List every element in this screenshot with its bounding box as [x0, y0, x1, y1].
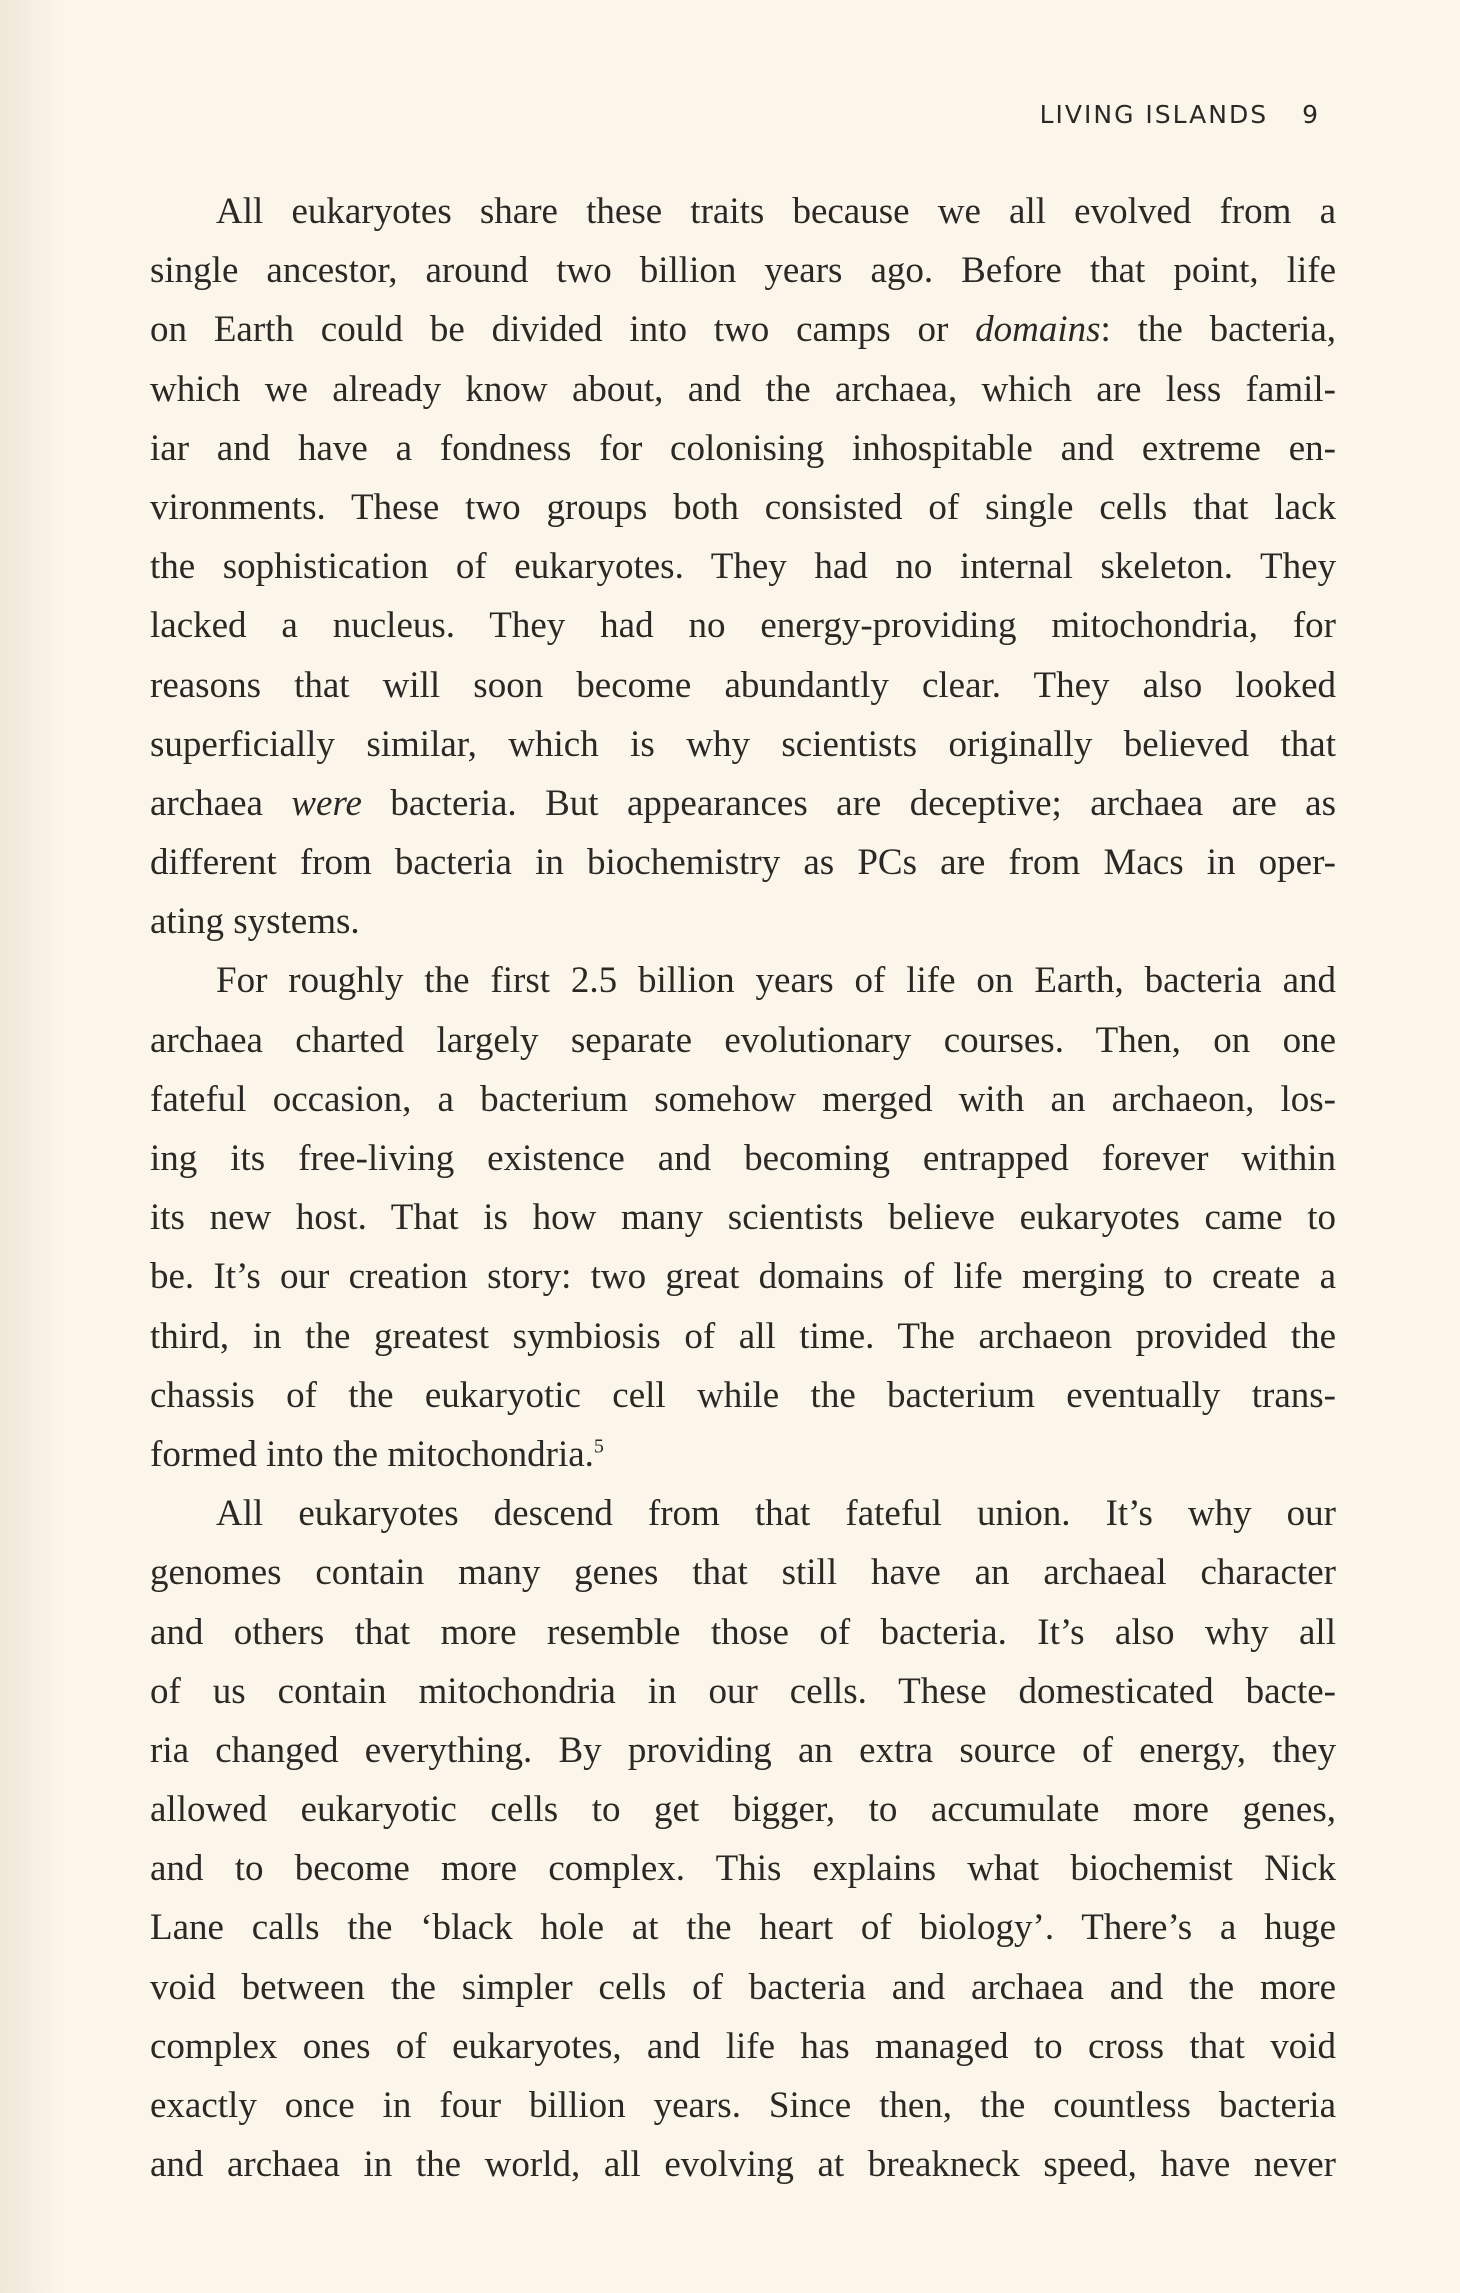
text-line [150, 1603, 1336, 1662]
text-line-content [150, 715, 1336, 774]
text-segment: ria changed everything. By providing an extra source of energy, they [150, 1729, 1336, 1771]
text-line-content [216, 1484, 1336, 1543]
text-line-content [150, 537, 1336, 596]
text-segment: genomes contain many genes that still have an archaeal character [150, 1552, 1336, 1594]
text-segment: and archaea in the world, all evolving at breakneck speed, have never [150, 2144, 1336, 2186]
text-line-content [150, 1721, 1336, 1780]
text-line [150, 1188, 1336, 1247]
text-line-content [150, 1366, 1336, 1425]
text-line [150, 1247, 1336, 1306]
text-segment: ing its free-living existence and becoming entrapped forever within [150, 1138, 1336, 1179]
text-segment: the sophistication of eukaryotes. They had no internal skeleton. They [150, 546, 1336, 588]
text-segment: exactly once in four billion years. Since then, the countless bacteria [150, 2085, 1336, 2126]
scan-gutter-shadow [0, 0, 60, 2293]
text-line [150, 1543, 1336, 1602]
text-segment: be. It’s our creation story: two great domains of life merging to create a [150, 1256, 1336, 1298]
text-line-content [150, 419, 1336, 478]
text-segment: formed into the mitochondria. [150, 1433, 594, 1475]
text-line-content [150, 656, 1336, 715]
text-segment: archaea [150, 782, 292, 824]
text-line [150, 2076, 1336, 2135]
text-line-content [216, 182, 1336, 241]
text-line [150, 537, 1336, 596]
text-line-content [150, 2076, 1336, 2135]
text-segment: and to become more complex. This explains what biochemist Nick [150, 1848, 1336, 1890]
text-line-content [216, 951, 1336, 1010]
text-segment: All eukaryotes share these traits because we all evolved from a [216, 191, 1336, 232]
text-line-content [150, 1425, 1336, 1484]
text-line-content [150, 241, 1336, 300]
text-line [150, 2135, 1336, 2194]
running-title: LIVING ISLANDS [1039, 100, 1269, 129]
text-line-content [150, 1543, 1336, 1602]
text-segment: fateful occasion, a bacterium somehow merged with an archaeon, los- [150, 1078, 1336, 1120]
text-line-content [150, 360, 1336, 419]
text-line [150, 2017, 1336, 2076]
text-line [150, 1721, 1336, 1780]
text-line-content [150, 774, 1336, 833]
text-segment: ating systems. [150, 901, 360, 943]
paragraph [150, 182, 1336, 951]
text-line [150, 360, 1336, 419]
text-line-content [150, 1603, 1336, 1662]
text-segment: allowed eukaryotic cells to get bigger, to accumulate more genes, [150, 1789, 1336, 1831]
text-line-content [150, 478, 1336, 537]
text-line [150, 596, 1336, 655]
text-segment: Lane calls the ‘black hole at the heart of biology’. There’s a huge [150, 1907, 1336, 1949]
text-line [150, 182, 1336, 241]
text-line-content [150, 1898, 1336, 1957]
text-line [150, 241, 1336, 300]
text-line-content [150, 596, 1336, 655]
text-segment: archaea charted largely separate evolutionary courses. Then, on one [150, 1019, 1336, 1061]
text-segment: different from bacteria in biochemistry as PCs are from Macs in oper- [150, 842, 1336, 884]
text-line [150, 1662, 1336, 1721]
running-header [1040, 100, 1320, 129]
text-line-content [150, 1307, 1336, 1366]
text-line [150, 1484, 1336, 1543]
text-line [150, 1070, 1336, 1129]
text-line [150, 1129, 1336, 1188]
body-text [150, 182, 1336, 2194]
text-segment: bacteria. But appearances are deceptive; archaea are as [361, 782, 1337, 824]
text-segment: void between the simpler cells of bacteria and archaea and the more [150, 1966, 1336, 2008]
text-line [150, 774, 1336, 833]
text-line [150, 833, 1336, 892]
text-line-content [150, 892, 1336, 951]
text-segment: which we already know about, and the archaea, which are less famil- [150, 368, 1336, 410]
text-line [150, 951, 1336, 1010]
italic-text: were [291, 782, 362, 824]
paragraph [150, 951, 1336, 1484]
text-line-content [150, 300, 1336, 359]
text-line [150, 715, 1336, 774]
text-line-content [150, 1958, 1336, 2017]
text-segment: lacked a nucleus. They had no energy-providing mitochondria, for [150, 605, 1336, 647]
text-line [150, 1307, 1336, 1366]
text-segment: : the bacteria, [1100, 309, 1336, 351]
text-line [150, 1958, 1336, 2017]
text-line [150, 1780, 1336, 1839]
text-line-content [150, 1247, 1336, 1306]
text-line-content [150, 1662, 1336, 1721]
text-line-content [150, 1011, 1336, 1070]
text-line [150, 892, 1336, 951]
page-number: 9 [1302, 100, 1320, 129]
text-segment: complex ones of eukaryotes, and life has managed to cross that void [150, 2025, 1336, 2067]
text-line [150, 300, 1336, 359]
text-line-content [150, 1188, 1336, 1247]
text-segment: of us contain mitochondria in our cells. These domesticated bacte- [150, 1670, 1336, 1712]
text-line [150, 656, 1336, 715]
text-line-content [150, 1129, 1336, 1188]
text-line [150, 1839, 1336, 1898]
text-segment: All eukaryotes descend from that fateful union. It’s why our [216, 1493, 1336, 1535]
text-line [150, 1011, 1336, 1070]
text-line-content [150, 2017, 1336, 2076]
text-line-content [150, 1780, 1336, 1839]
text-segment: on Earth could be divided into two camps or [150, 309, 976, 351]
text-line [150, 1425, 1336, 1484]
text-segment: reasons that will soon become abundantly clear. They also looked [150, 664, 1336, 706]
text-line [150, 419, 1336, 478]
text-line-content [150, 833, 1336, 892]
text-segment: superficially similar, which is why scientists originally believed that [150, 723, 1336, 765]
text-segment: single ancestor, around two billion years ago. Before that point, life [150, 250, 1336, 292]
text-line [150, 1898, 1336, 1957]
text-segment: iar and have a fondness for colonising inhospitable and extreme en- [150, 427, 1336, 469]
text-segment: third, in the greatest symbiosis of all time. The archaeon provided the [150, 1315, 1336, 1357]
text-line [150, 1366, 1336, 1425]
footnote-marker: 5 [593, 1435, 604, 1458]
text-segment: For roughly the first 2.5 billion years of life on Earth, bacteria and [216, 960, 1336, 1002]
text-segment: chassis of the eukaryotic cell while the bacterium eventually trans- [150, 1374, 1336, 1416]
text-line [150, 478, 1336, 537]
text-segment: vironments. These two groups both consisted of single cells that lack [150, 486, 1336, 528]
text-line-content [150, 1839, 1336, 1898]
text-line-content [150, 2135, 1336, 2194]
paragraph [150, 1484, 1336, 2194]
text-segment: and others that more resemble those of bacteria. It’s also why all [150, 1611, 1336, 1653]
text-segment: its new host. That is how many scientists believe eukaryotes came to [150, 1197, 1336, 1239]
text-line-content [150, 1070, 1336, 1129]
italic-text: domains [975, 309, 1101, 351]
